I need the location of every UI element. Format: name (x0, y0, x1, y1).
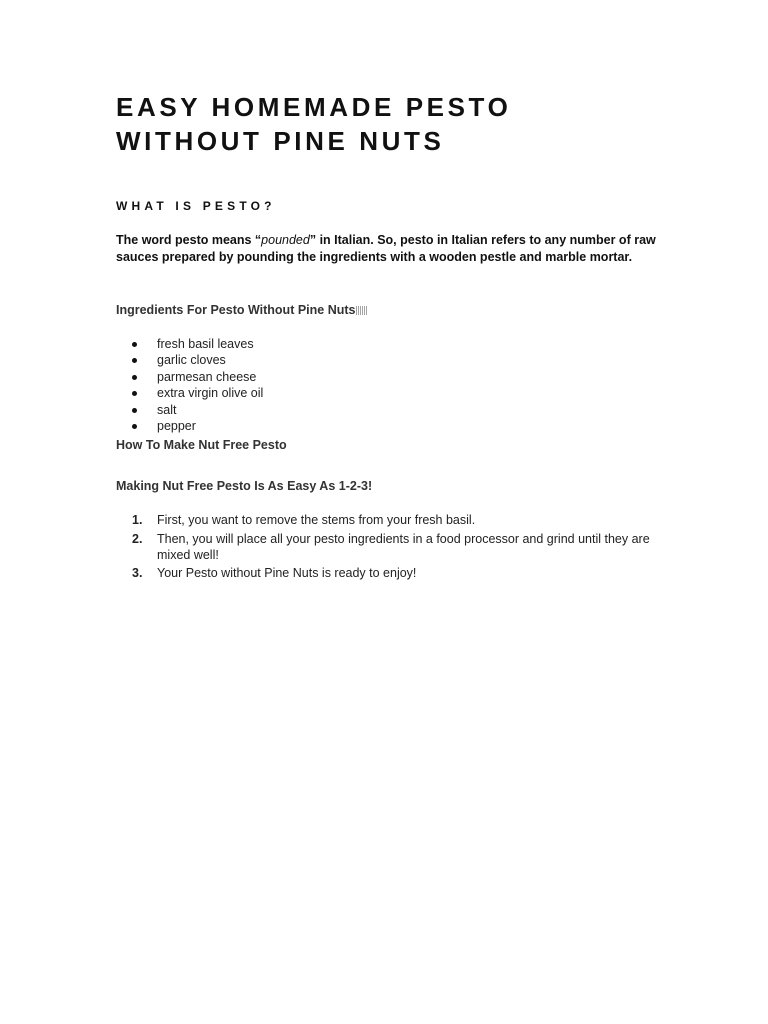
document-page (116, 90, 656, 583)
ingredient-label: extra virgin olive oil (157, 386, 264, 401)
list-item (116, 385, 656, 401)
bullet-icon (132, 342, 137, 347)
intro-italic-word: pounded (261, 233, 310, 247)
bullet-icon (132, 391, 137, 396)
step-number: 2. (132, 531, 143, 546)
ingredient-label: pepper (157, 419, 196, 434)
ingredient-label: garlic cloves (157, 353, 226, 368)
list-item (116, 418, 656, 434)
list-item (116, 402, 656, 418)
making-heading: Making Nut Free Pesto Is As Easy As 1-2-3! (116, 479, 373, 494)
ingredients-list (116, 336, 656, 434)
ingredients-heading-text: Ingredients For Pesto Without Pine Nuts (116, 303, 356, 317)
intro-text-start: The word pesto means “ (116, 233, 262, 247)
step-text: Your Pesto without Pine Nuts is ready to enjoy! (157, 566, 417, 581)
bullet-icon (132, 375, 137, 380)
bullet-icon (132, 408, 137, 413)
step-text: Then, you will place all your pesto ingredients in a food processor and grind until they are mixed well! (157, 531, 650, 563)
steps-list (116, 512, 656, 581)
step-item (116, 565, 657, 582)
step-item (116, 531, 657, 564)
ingredient-label: fresh basil leaves (157, 337, 254, 351)
howto-heading: How To Make Nut Free Pesto (116, 438, 287, 453)
ingredients-heading (116, 302, 656, 319)
bullet-icon (132, 358, 137, 363)
list-item (116, 336, 656, 352)
step-item (116, 512, 657, 529)
intro-paragraph (116, 232, 656, 266)
what-is-pesto-heading: WHAT IS PESTO? (116, 199, 276, 213)
ingredient-label: parmesan cheese (157, 369, 257, 384)
page-title: EASY HOMEMADE PESTO WITHOUT PINE NUTS (116, 92, 512, 156)
bullet-icon (132, 424, 137, 429)
step-text: First, you want to remove the stems from your fresh basil. (157, 513, 476, 528)
step-number: 3. (132, 566, 143, 581)
list-item (116, 352, 656, 368)
edit-mark-icon (356, 306, 367, 315)
list-item (116, 369, 656, 385)
ingredient-label: salt (157, 402, 177, 417)
step-number: 1. (132, 513, 143, 528)
intro-text-end: ” in Italian. So, pesto in Italian refers to any number of raw sauces prepared by pounding the ingredients with a wooden pestle and marble mortar. (116, 233, 656, 264)
